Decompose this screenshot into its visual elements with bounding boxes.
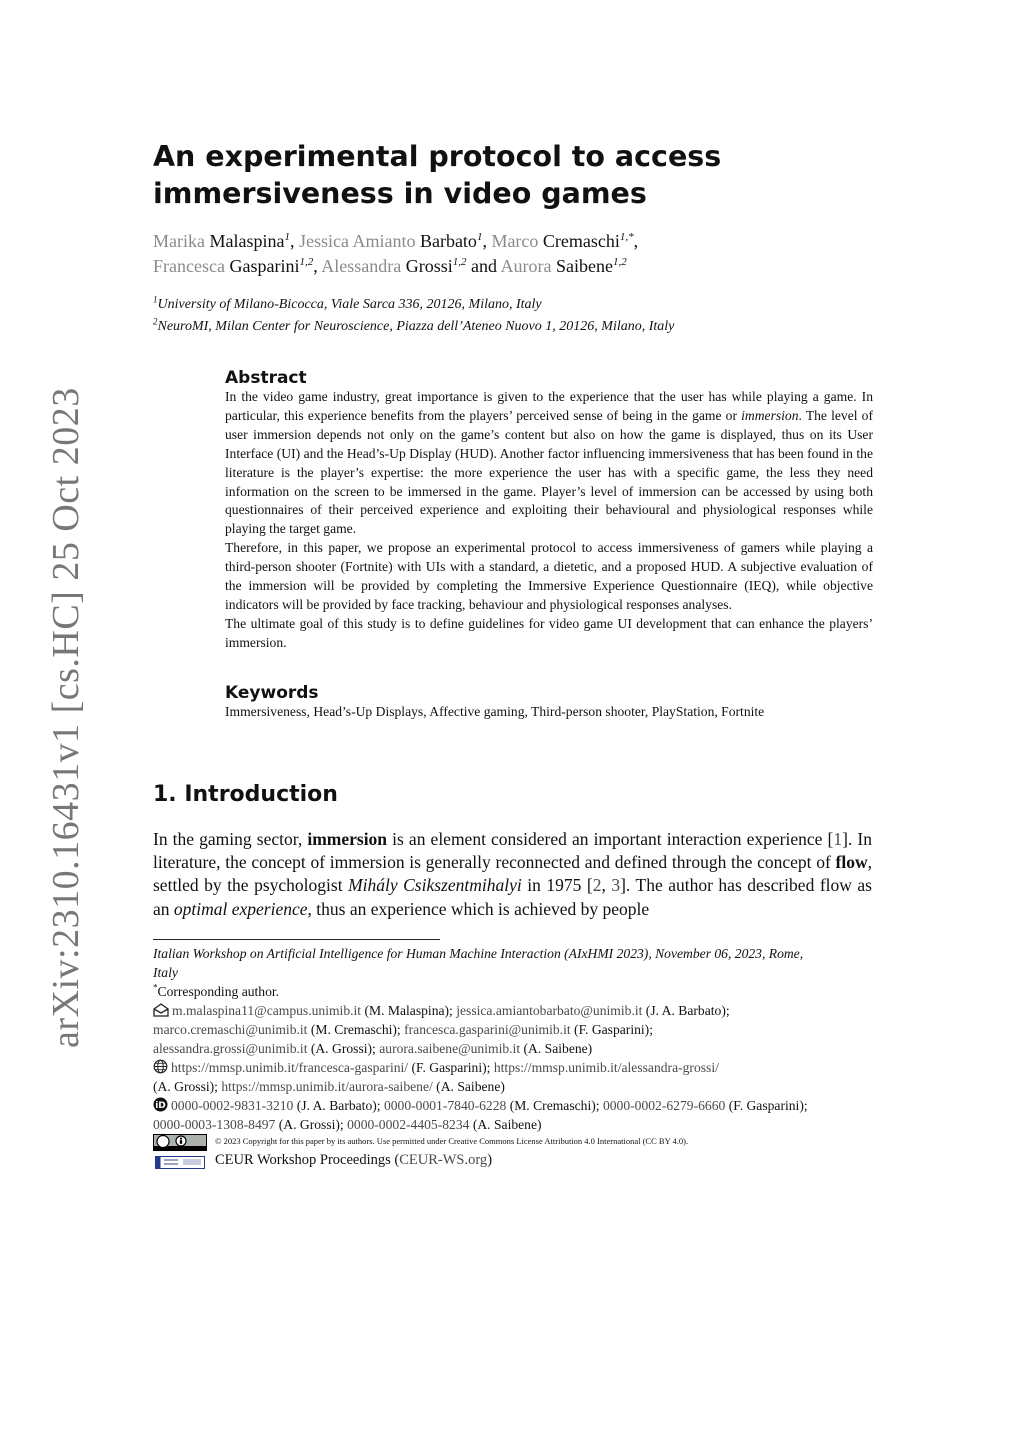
ceur-close-paren: ) bbox=[487, 1152, 493, 1168]
author-last-name: Barbato bbox=[419, 231, 477, 251]
intro-italic-name: Mihály Csikszentmihalyi bbox=[348, 875, 522, 896]
author-first-name: Francesca bbox=[153, 256, 225, 276]
author-first-name: Marco bbox=[491, 231, 539, 251]
footnote-orcids-line-1 bbox=[153, 1096, 873, 1117]
email-link[interactable]: jessica.amiantobarbato@unimib.it bbox=[456, 1003, 643, 1018]
introduction-paragraph bbox=[153, 828, 872, 921]
email-link[interactable]: marco.cremaschi@unimib.it bbox=[153, 1022, 308, 1037]
email-link[interactable]: alessandra.grossi@unimib.it bbox=[153, 1041, 308, 1056]
paper-title: An experimental protocol to access immersiveness in video games bbox=[153, 140, 722, 210]
author-affil-sup: 1 bbox=[476, 231, 483, 243]
intro-italic-term: optimal experience bbox=[173, 898, 308, 919]
author-last-name: Grossi bbox=[405, 256, 453, 276]
license-row bbox=[153, 1134, 873, 1152]
abstract-paragraph-3: The ultimate goal of this study is to define guidelines for video game UI development that can enhance the players’ immersion. bbox=[225, 615, 873, 650]
footnote-emails-line-3 bbox=[153, 1039, 873, 1058]
author-last-name: Cremaschi bbox=[542, 231, 620, 251]
intro-text: , settled by the psychologist bbox=[153, 852, 872, 896]
author-sep: , bbox=[289, 231, 299, 251]
corresponding-text: Corresponding author. bbox=[157, 984, 280, 999]
ceur-row bbox=[153, 1152, 873, 1172]
url-owner: (F. Gasparini); bbox=[408, 1060, 494, 1075]
intro-text: In the gaming sector, bbox=[153, 829, 308, 849]
affiliation-text: NeuroMI, Milan Center for Neuroscience, Piazza dell’Ateneo Nuovo 1, 20126, Milano, Italy bbox=[157, 319, 675, 334]
keywords-section bbox=[225, 683, 873, 722]
svg-text:iD: iD bbox=[155, 1101, 166, 1111]
intro-text: in 1975 [ bbox=[521, 875, 593, 896]
citation-link[interactable]: 3 bbox=[611, 875, 621, 896]
author-first-name: Jessica Amianto bbox=[298, 231, 416, 251]
abstract-text: In the video game industry, great importance is given to the experience that the user has while playing a game. In particular, this experience benefits from the players’ perceived sense of being in the game or bbox=[225, 389, 873, 423]
author-sep: , bbox=[482, 231, 492, 251]
url-owner: (A. Saibene) bbox=[432, 1079, 505, 1094]
ceur-logo-icon bbox=[155, 1156, 205, 1174]
arxiv-stamp: arXiv:2310.16431v1 [cs.HC] 25 Oct 2023 bbox=[45, 387, 87, 1048]
section-heading-introduction: 1. Introduction bbox=[153, 782, 338, 807]
abstract-text: . The level of user immersion depends not only on the game’s content but also on how the game is displayed, thus on its User Interface (UI) and the Head’s-Up Display (HUD). Another factor influencing immersiveness that has been found in the literature is the player’s expertise: the more experience the user has with a specific game, the less they need information on the screen to be immersed in the game. Player’s level of immersion can be accessed by using both questionnaires of their perceived experience and exploiting their behavioural and physiological responses while playing the target game. bbox=[225, 407, 873, 537]
author-affil-sup: 1,2 bbox=[299, 256, 314, 268]
orcid-owner: (M. Cremaschi); bbox=[506, 1098, 603, 1113]
email-link[interactable]: m.malaspina11@campus.unimib.it bbox=[172, 1003, 362, 1018]
ceur-text bbox=[215, 1152, 492, 1169]
intro-text: , thus an experience which is achieved by people bbox=[307, 898, 650, 919]
url-owner: (A. Grossi); bbox=[153, 1079, 222, 1094]
author-sep: , bbox=[633, 231, 639, 251]
author-sep: , bbox=[313, 256, 322, 276]
email-link[interactable]: aurora.saibene@unimib.it bbox=[379, 1041, 521, 1056]
abstract-body bbox=[225, 388, 873, 653]
intro-text: , bbox=[601, 875, 612, 896]
abstract-paragraph-2: Therefore, in this paper, we propose an experimental protocol to access immersiveness of gamers while playing a third-person shooter (Fortnite) with UIs with a standard, a dietetic, and a proposed HUD. A subjective evaluation of the immersion will be provided by completing the Immersive Experience Questionnaire (IEQ), while objective indicators will be provided by face tracking, behaviour and physiological responses analyses. bbox=[225, 540, 873, 612]
email-owner: (F. Gasparini); bbox=[570, 1022, 653, 1037]
footnote-orcids-line-2 bbox=[153, 1115, 873, 1134]
author-affil-sup: 1 bbox=[284, 231, 290, 243]
author-first-name: Alessandra bbox=[321, 256, 402, 276]
author-last-name: Saibene bbox=[555, 256, 613, 276]
abstract-heading: Abstract bbox=[225, 368, 307, 388]
footnote-emails-line-2 bbox=[153, 1020, 873, 1039]
orcid-owner: (A. Saibene) bbox=[469, 1117, 542, 1132]
citation-link[interactable]: 2 bbox=[592, 875, 602, 896]
orcid-link[interactable]: 0000-0003-1308-8497 bbox=[153, 1117, 276, 1132]
abstract-paragraph-1 bbox=[225, 388, 873, 539]
affiliation-sup: 1 bbox=[153, 294, 158, 305]
affiliation-2 bbox=[153, 316, 675, 335]
email-owner: (A. Saibene) bbox=[520, 1041, 593, 1056]
footnote-emails-line-1 bbox=[153, 1001, 873, 1022]
email-link[interactable]: francesca.gasparini@unimib.it bbox=[404, 1022, 571, 1037]
footnote-corresponding bbox=[153, 982, 873, 1001]
author-affil-sup: 1,* bbox=[619, 231, 634, 243]
abstract-section bbox=[225, 368, 873, 653]
url-link[interactable]: https://mmsp.unimib.it/alessandra-grossi/ bbox=[493, 1060, 719, 1075]
intro-text: ]. The author has described flow as an bbox=[153, 875, 872, 919]
orcid-link[interactable]: 0000-0001-7840-6228 bbox=[383, 1098, 507, 1113]
author-affil-sup: 1,2 bbox=[612, 256, 627, 268]
orcid-link[interactable]: 0000-0002-9831-3210 bbox=[171, 1098, 294, 1113]
license-text: © 2023 Copyright for this paper by its authors. Use permitted under Creative Commons License Attribution 4.0 International (CC BY 4.0). bbox=[215, 1136, 689, 1146]
email-owner: (A. Grossi); bbox=[307, 1041, 380, 1056]
intro-text: is an element considered an important interaction experience [ bbox=[387, 829, 834, 849]
intro-text: ]. In literature, the concept of immersion is generally reconnected and defined through the concept of bbox=[153, 829, 872, 873]
ceur-label: CEUR Workshop Proceedings ( bbox=[215, 1152, 400, 1168]
orcid-owner: (J. A. Barbato); bbox=[293, 1098, 384, 1113]
authors-line-1 bbox=[153, 229, 638, 253]
footnote-workshop-line-2: Italy bbox=[153, 965, 178, 980]
orcid-icon bbox=[153, 1097, 168, 1117]
affiliation-text: University of Milano-Bicocca, Viale Sarca 336, 20126, Milano, Italy bbox=[157, 297, 542, 312]
globe-icon bbox=[153, 1059, 168, 1079]
author-sep: and bbox=[466, 256, 501, 276]
authors-line-2 bbox=[153, 254, 627, 278]
url-link[interactable]: https://mmsp.unimib.it/francesca-gasparini/ bbox=[171, 1060, 409, 1075]
orcid-owner: (F. Gasparini); bbox=[725, 1098, 808, 1113]
citation-link[interactable]: 1 bbox=[833, 829, 843, 849]
author-first-name: Aurora bbox=[500, 256, 552, 276]
author-affil-sup: 1,2 bbox=[452, 256, 467, 268]
orcid-link[interactable]: 0000-0002-4405-8234 bbox=[347, 1117, 470, 1132]
footnote-workshop-line-1: Italian Workshop on Artificial Intelligence for Human Machine Interaction (AIxHMI 2023), November 06, 2023, Rome, bbox=[153, 946, 804, 961]
orcid-owner: (A. Grossi); bbox=[275, 1117, 348, 1132]
ceur-link[interactable]: CEUR-WS.org bbox=[399, 1152, 488, 1168]
author-first-name: Marika bbox=[153, 231, 205, 251]
footnote-divider bbox=[153, 939, 440, 940]
author-last-name: Gasparini bbox=[229, 256, 300, 276]
orcid-link[interactable]: 0000-0002-6279-6660 bbox=[602, 1098, 726, 1113]
footnote-urls-line-2 bbox=[153, 1077, 873, 1096]
affiliation-1 bbox=[153, 294, 542, 313]
keywords-list: Immersiveness, Head’s-Up Displays, Affective gaming, Third-person shooter, PlayStation, Fortnite bbox=[225, 704, 765, 719]
url-link[interactable]: https://mmsp.unimib.it/aurora-saibene/ bbox=[221, 1079, 433, 1094]
email-owner: (M. Malaspina); bbox=[361, 1003, 457, 1018]
abstract-emphasis: immersion bbox=[741, 407, 799, 423]
email-owner: (J. A. Barbato); bbox=[642, 1003, 730, 1018]
author-last-name: Malaspina bbox=[209, 231, 285, 251]
email-owner: (M. Cremaschi); bbox=[307, 1022, 405, 1037]
intro-bold-term: flow bbox=[835, 852, 868, 873]
keywords-heading: Keywords bbox=[225, 683, 319, 703]
intro-bold-term: immersion bbox=[307, 829, 388, 849]
footnote-urls-line-1 bbox=[153, 1058, 873, 1079]
corresponding-mark: * bbox=[153, 982, 158, 993]
affiliation-sup: 2 bbox=[153, 316, 158, 327]
